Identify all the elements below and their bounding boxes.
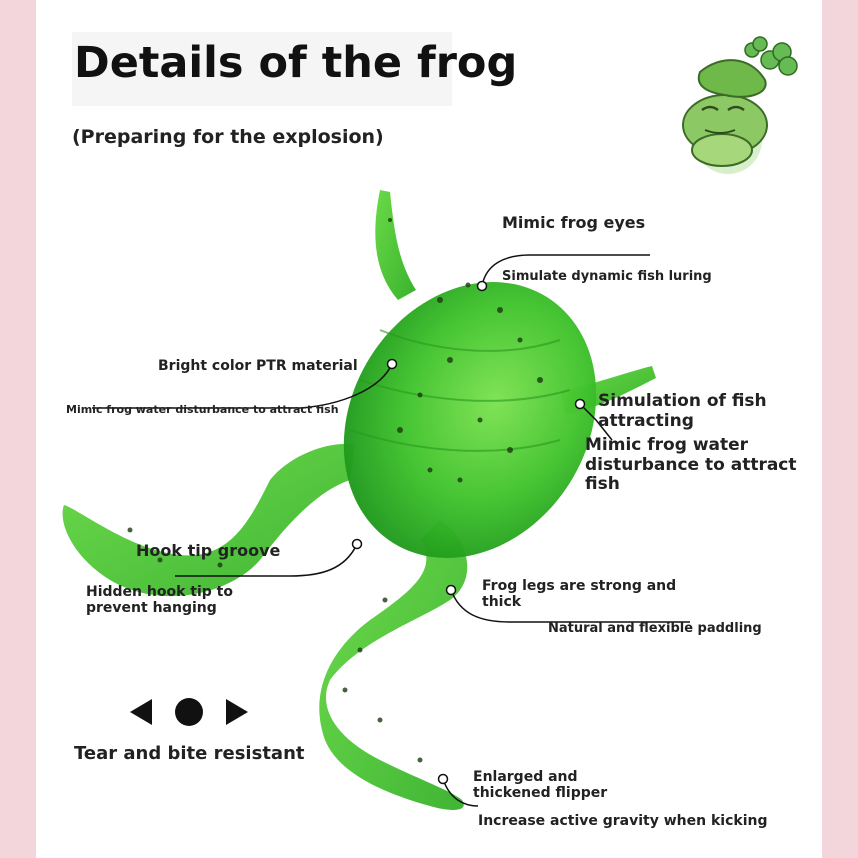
marker-arm (576, 400, 585, 409)
callout-hook-desc: Hidden hook tip to prevent hanging (86, 584, 233, 617)
callout-legs-title: Frog legs are strong and thick (482, 578, 677, 611)
footer-label: Tear and bite resistant (74, 743, 305, 764)
marker-eyes (478, 282, 487, 291)
lure-body (293, 235, 647, 606)
callout-material-desc: Mimic frog water disturbance to attract fish (66, 403, 339, 416)
dot-indicator-icon[interactable] (174, 697, 204, 727)
callout-arm-title: Simulation of fish attracting (598, 391, 767, 431)
callout-hook-title: Hook tip groove (136, 541, 281, 560)
callout-eyes-title: Mimic frog eyes (502, 213, 646, 232)
marker-flipper (439, 775, 448, 784)
callout-material-title: Bright color PTR material (158, 358, 358, 374)
callout-flipper-title: Enlarged and thickened flipper (473, 769, 608, 802)
callout-eyes-desc: Simulate dynamic fish luring (502, 269, 712, 284)
marker-material (388, 360, 397, 369)
page-subtitle: (Preparing for the explosion) (72, 126, 384, 148)
marker-hook (353, 540, 362, 549)
callout-flipper-desc: Increase active gravity when kicking (478, 813, 768, 829)
callout-legs-desc: Natural and flexible paddling (548, 621, 762, 636)
lure-left-arm (375, 190, 416, 300)
marker-legs (447, 586, 456, 595)
frog-mascot-icon (683, 60, 767, 174)
callout-arm-desc: Mimic frog water disturbance to attract fish (585, 435, 797, 495)
page-title: Details of the frog (74, 38, 518, 88)
lure-left-leg (63, 444, 355, 596)
next-arrow-icon[interactable] (224, 697, 250, 727)
prev-arrow-icon[interactable] (128, 697, 154, 727)
